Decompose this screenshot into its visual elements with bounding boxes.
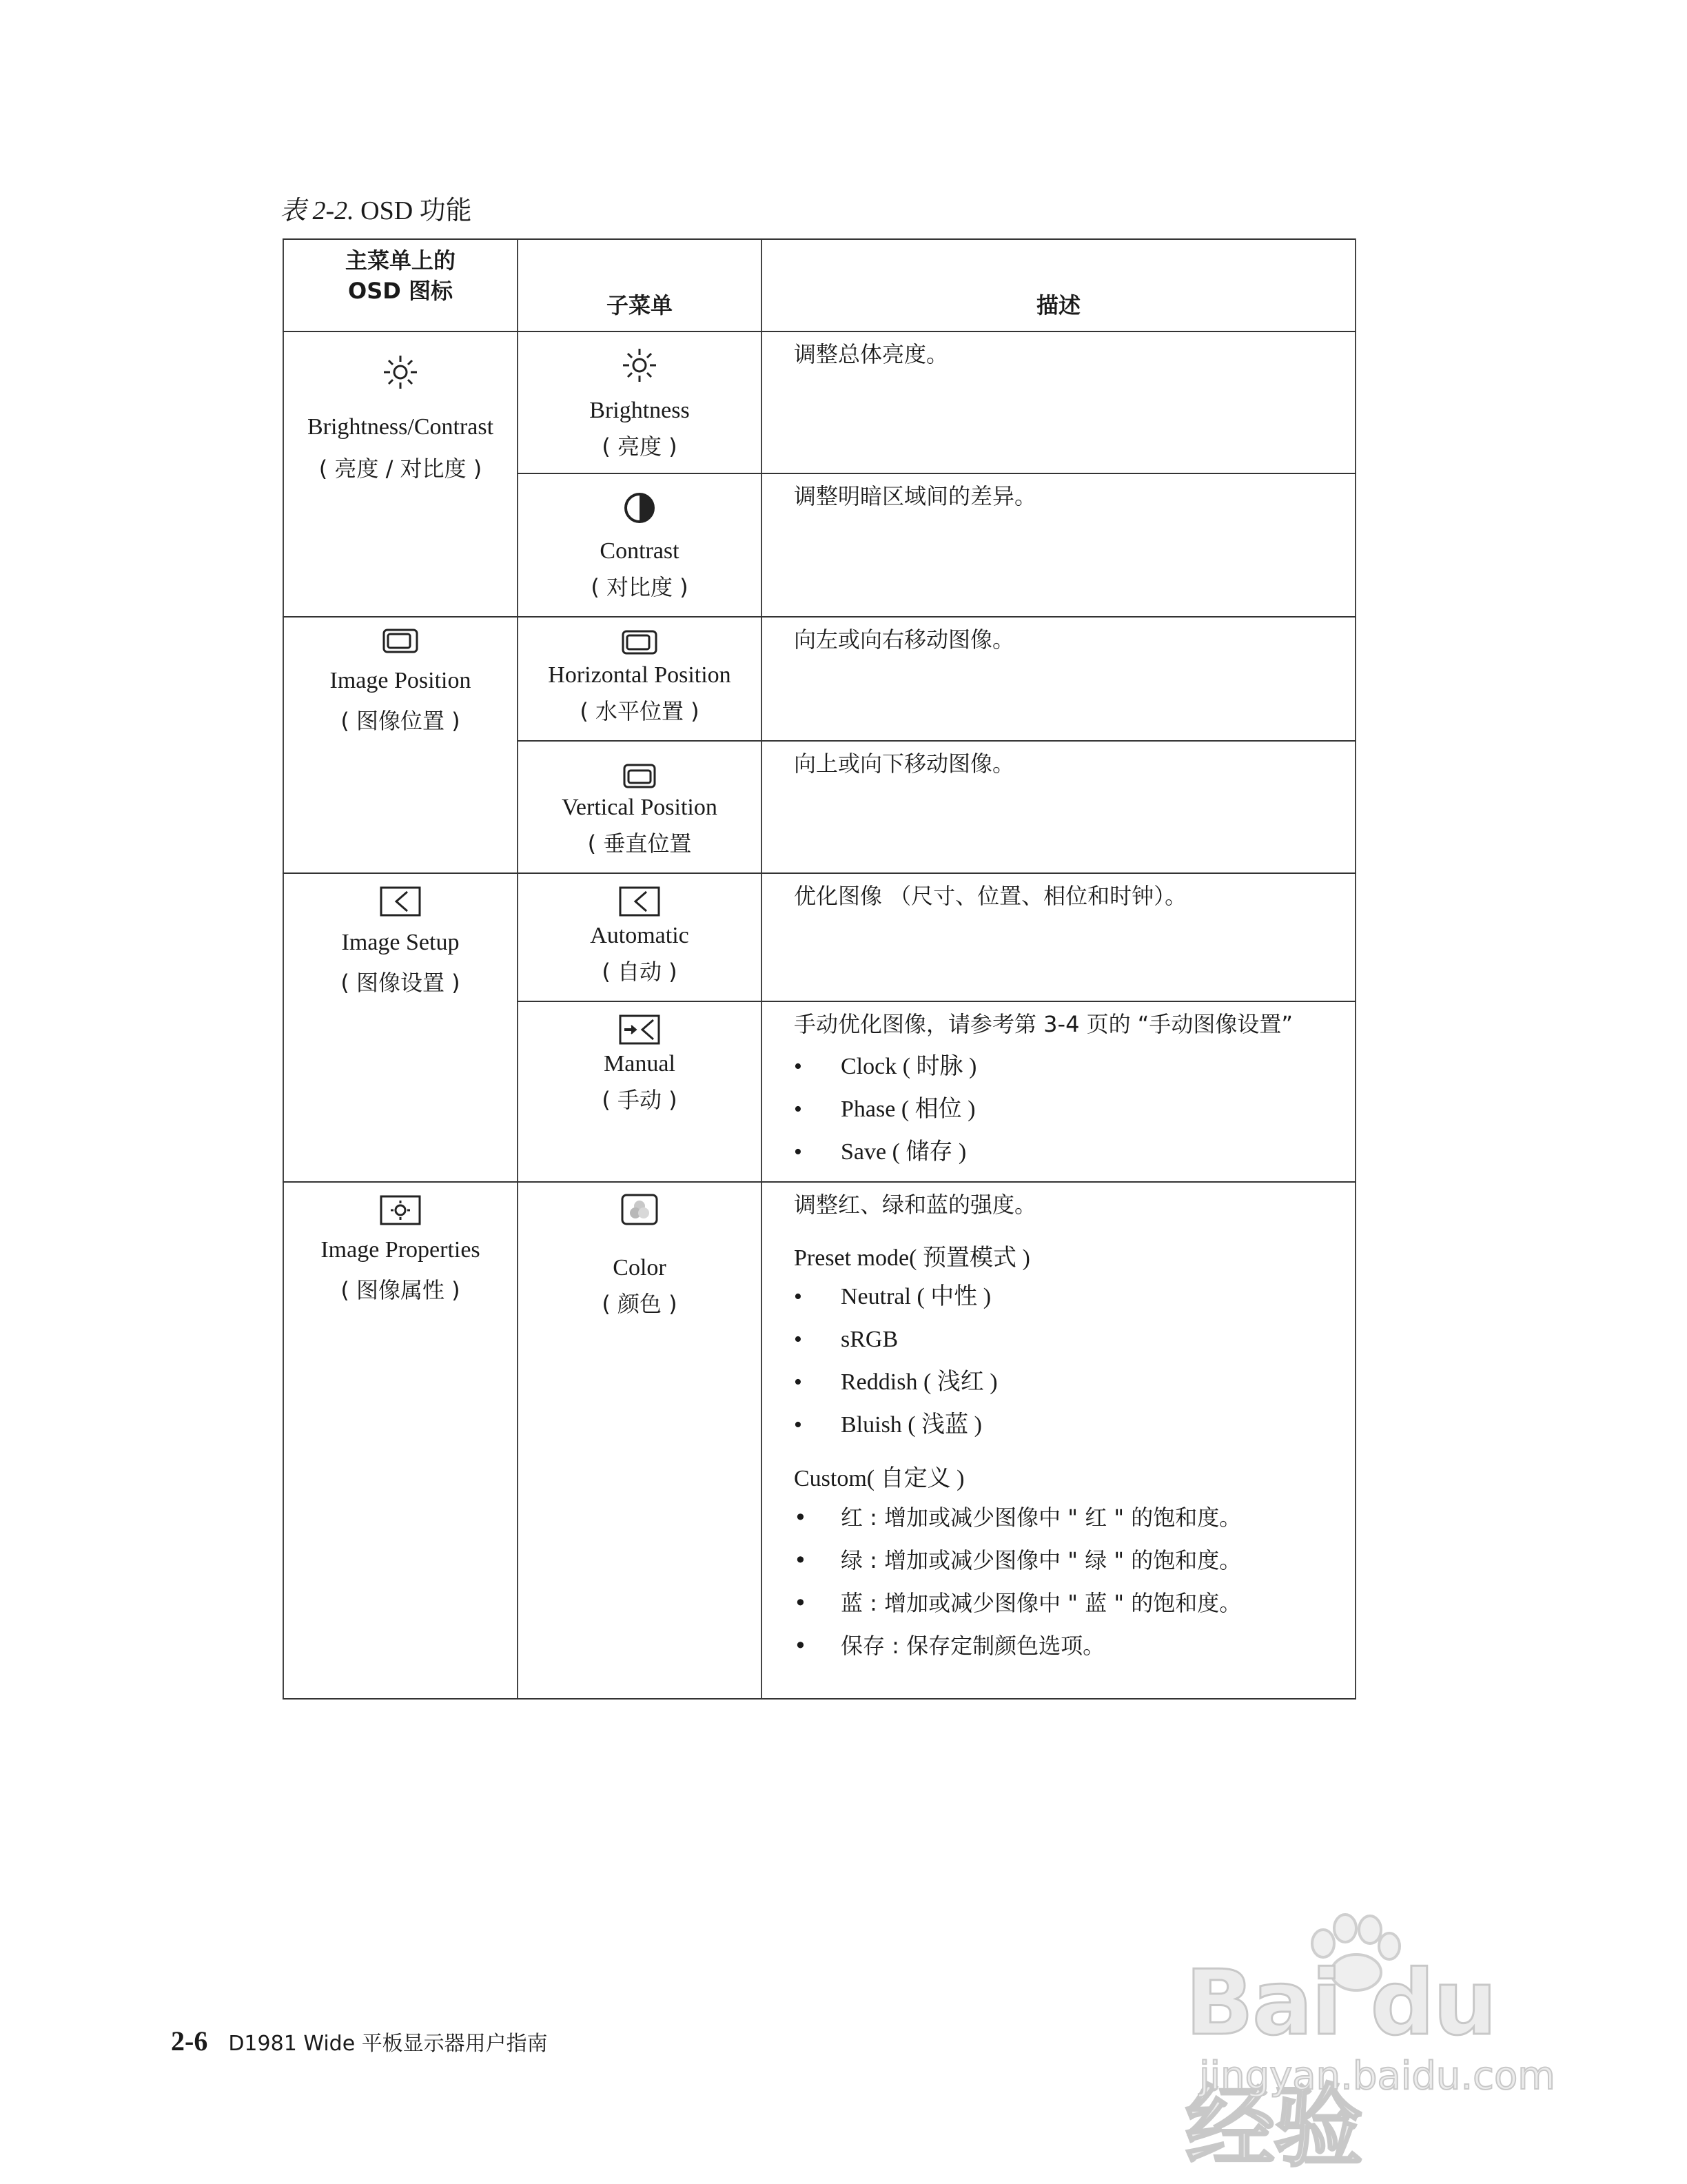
submenu-label-cn: ( 对比度 ) (591, 574, 688, 600)
desc-text: 向左或向右移动图像。 (794, 626, 1015, 653)
submenu-label-cn: ( 颜色 ) (602, 1291, 677, 1317)
header-description: 描述 (761, 239, 1356, 331)
header-main-icon (283, 239, 518, 331)
watermark-brand: Bai du 经验 (1185, 1950, 1496, 2179)
table-row (283, 331, 1356, 473)
submenu-label: Horizontal Position (548, 662, 731, 688)
caption-title: OSD 功能 (360, 196, 472, 225)
desc-vertical-position (761, 741, 1356, 873)
watermark (1185, 1909, 1585, 2179)
submenu-vertical-position[interactable] (518, 741, 761, 873)
list-item: • 保存 : 保存定制颜色选项。 (794, 1629, 1355, 1662)
submenu-brightness[interactable] (518, 331, 761, 473)
desc-automatic (761, 873, 1356, 1001)
page-footer (171, 2025, 548, 2057)
desc-text: 向上或向下移动图像。 (794, 751, 1015, 777)
main-brightness-contrast (283, 331, 518, 617)
submenu-color[interactable] (518, 1182, 761, 1699)
desc-text: 调整明暗区域间的差异。 (794, 483, 1037, 509)
main-label: Brightness/Contrast (307, 414, 494, 440)
osd-functions-table (283, 238, 1356, 1700)
list-item: • 蓝 : 增加或减少图像中 " 蓝 " 的饱和度。 (794, 1586, 1355, 1620)
table-header-row (283, 239, 1356, 331)
header-main-icon-line2: OSD 图标 (348, 278, 453, 304)
page-number: 2-6 (171, 2025, 208, 2057)
color-icon (621, 1194, 658, 1225)
footer-title: D1981 Wide 平板显示器用户指南 (228, 2032, 548, 2056)
desc-brightness (761, 331, 1356, 473)
table-row (283, 617, 1356, 741)
main-label-cn: ( 图像位置 ) (340, 708, 460, 734)
main-label: Image Position (329, 668, 471, 693)
desc-text: 优化图像 （尺寸、位置、相位和时钟）。 (794, 883, 1187, 909)
desc-manual (761, 1001, 1356, 1182)
manual-setup-icon (619, 1014, 660, 1045)
caption-prefix: 表 2-2. (280, 196, 354, 225)
table-row (283, 1182, 1356, 1699)
header-submenu: 子菜单 (518, 239, 761, 331)
submenu-label-cn: ( 自动 ) (602, 959, 677, 985)
sun-icon (620, 346, 659, 385)
horizontal-position-icon (622, 629, 657, 656)
image-setup-icon (380, 886, 421, 917)
submenu-label: Manual (604, 1051, 675, 1076)
vertical-position-icon (623, 762, 656, 790)
submenu-label: Automatic (590, 923, 689, 948)
list-item: • Phase ( 相位 ) (794, 1093, 1355, 1126)
main-image-position (283, 617, 518, 873)
list-item: • Bluish ( 浅蓝 ) (794, 1409, 1355, 1442)
list-item: • Clock ( 时脉 ) (794, 1050, 1355, 1083)
list-item: • Neutral ( 中性 ) (794, 1280, 1355, 1314)
list-item: • Save ( 储存 ) (794, 1136, 1355, 1169)
image-properties-icon (380, 1195, 421, 1225)
submenu-label-cn: ( 垂直位置 (587, 830, 692, 857)
desc-text: 手动优化图像，请参考第 3-4 页的 “手动图像设置” (794, 1011, 1293, 1037)
desc-color (761, 1182, 1356, 1699)
submenu-label-cn: ( 手动 ) (602, 1087, 677, 1113)
submenu-manual[interactable] (518, 1001, 761, 1182)
watermark-url: jingyan.baidu.com (1199, 2054, 1555, 2099)
horizontal-position-icon (382, 627, 418, 655)
submenu-label-cn: ( 水平位置 ) (580, 698, 699, 724)
custom-title: Custom( 自定义 ) (794, 1466, 965, 1491)
submenu-horizontal-position[interactable] (518, 617, 761, 741)
sun-icon (381, 353, 420, 391)
list-item: • 红 : 增加或减少图像中 " 红 " 的饱和度。 (794, 1501, 1355, 1534)
submenu-label-cn: ( 亮度 ) (602, 433, 677, 460)
table-caption (280, 189, 472, 227)
main-label: Image Properties (320, 1237, 480, 1263)
preset-mode-title: Preset mode( 预置模式 ) (794, 1245, 1030, 1271)
submenu-contrast[interactable] (518, 473, 761, 617)
header-main-icon-line1: 主菜单上的 (345, 247, 456, 274)
desc-horizontal-position (761, 617, 1356, 741)
submenu-label: Contrast (600, 538, 679, 564)
list-item: • sRGB (794, 1323, 1355, 1356)
desc-text: 调整红、绿和蓝的强度。 (794, 1192, 1037, 1218)
desc-text: 调整总体亮度。 (794, 341, 949, 367)
table-row (283, 873, 1356, 1001)
desc-contrast (761, 473, 1356, 617)
main-label-cn: ( 亮度 / 对比度 ) (318, 456, 482, 482)
main-label: Image Setup (341, 930, 460, 955)
submenu-label: Brightness (589, 398, 690, 423)
submenu-label: Vertical Position (562, 795, 717, 820)
list-item: • Reddish ( 浅红 ) (794, 1366, 1355, 1399)
submenu-automatic[interactable] (518, 873, 761, 1001)
main-label-cn: ( 图像设置 ) (340, 970, 460, 996)
main-label-cn: ( 图像属性 ) (340, 1277, 460, 1303)
contrast-icon (622, 491, 657, 525)
main-image-properties (283, 1182, 518, 1699)
auto-setup-icon (619, 886, 660, 917)
submenu-label: Color (613, 1255, 666, 1280)
list-item: • 绿 : 增加或减少图像中 " 绿 " 的饱和度。 (794, 1544, 1355, 1577)
main-image-setup (283, 873, 518, 1182)
